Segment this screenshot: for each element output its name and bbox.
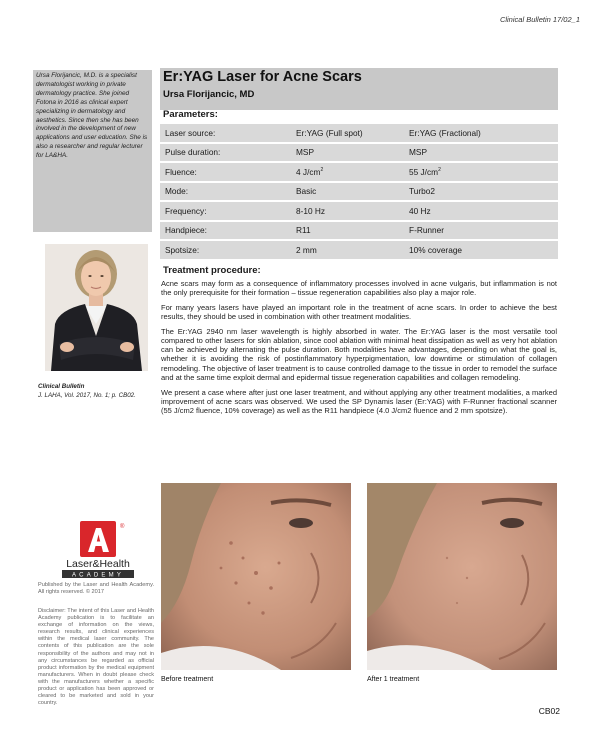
before-treatment-photo [161,483,351,670]
procedure-heading: Treatment procedure: [163,265,261,276]
param-label: Frequency: [160,202,291,220]
param-value: Er:YAG (Full spot) [291,124,404,142]
superscript: 2 [438,166,441,173]
citation [38,382,160,400]
fluence-value: 4 J/cm [296,166,321,177]
param-label: Laser source: [160,124,291,142]
article-body [161,279,557,421]
laser-health-academy-logo [58,520,138,580]
table-row [160,183,558,201]
author-bio: Ursa Florijancic, M.D. is a specialist dermatologist working in private dermatology practice. She joined Fotona in 2016 as clinical expert specializing in dermatology and aesthetics. Since then she has been involved in the development of new applications and user education. She is also a researcher and regular lecturer for LA&HA. [33,70,152,232]
citation-title: Clinical Bulletin [38,383,85,390]
parameters-heading: Parameters: [163,109,218,120]
param-value [404,163,558,181]
paragraph: For many years lasers have played an important role in the treatment of acne scars. In order to achieve the best results, they should be used in combination with other treatment modalities. [161,302,557,322]
table-row [160,163,558,181]
param-label: Mode: [160,183,291,201]
table-row [160,241,558,259]
article-author: Ursa Florijancic, MD [163,89,255,100]
citation-reference: J. LAHA, Vol. 2017, No. 1; p. CB02. [38,392,136,399]
logo-name: Laser&Health [66,558,130,570]
after-caption: After 1 treatment [367,676,420,683]
table-row [160,124,558,142]
param-value: 10% coverage [404,241,558,259]
paragraph: The Er:YAG 2940 nm laser wavelength is highly absorbed in water. The Er:YAG laser is the most versatile tool compared to other lasers for skin ablation, since cool ablation with minimal heat dissipation as well as very hot ablation can be achieved by alternating the pulse duration. Both modalities have advantages, depending on what the goal is, whether it is avoiding the risk of postinflammatory hyperpigmentation, low downtime or stimulation of collagen remodeling. The objective of laser treatment is to cause controlled damage to the tissue in order to remodel the surface and at the same time exploit dermal and epidermal tissue regeneration capabilities and collagen remodeling. [161,326,557,383]
paragraph: Acne scars may form as a consequence of inflammatory processes involved in acne vulgaris, but inflammation is not the only prerequisite for their formation – tissue regeneration capabilities also play a major role. [161,279,557,298]
param-value: R11 [291,222,404,240]
table-row [160,202,558,220]
paragraph: We present a case where after just one laser treatment, and without applying any other treatment modalities, a marked improvement of acne scars was observed. We used the SP Dynamis laser (Er:YAG) with F-Runner fractional scanner (55 J/cm2 fluence, 10% coverage) as well as the R11 handpiece (4.0 J/cm2 fluence and 2 mm spotsize). [161,387,557,416]
param-value: 2 mm [291,241,404,259]
after-treatment-photo [367,483,557,670]
param-value [291,163,404,181]
param-label: Spotsize: [160,241,291,259]
author-portrait [45,244,148,371]
param-value: Er:YAG (Fractional) [404,124,558,142]
param-value: Basic [291,183,404,201]
param-value: MSP [404,144,558,162]
fluence-value: 55 J/cm [409,166,439,177]
published-note: Published by the Laser and Health Academy. All rights reserved. © 2017 [38,582,154,596]
before-caption: Before treatment [161,676,214,683]
param-label: Handpiece: [160,222,291,240]
param-value: 40 Hz [404,202,558,220]
param-value: 8-10 Hz [291,202,404,220]
parameters-table [160,122,558,261]
article-title: Er:YAG Laser for Acne Scars [163,69,362,85]
param-value: MSP [291,144,404,162]
table-row [160,144,558,162]
registered-mark: ® [120,524,125,530]
param-label: Fluence: [160,163,291,181]
logo-academy: ACADEMY [71,572,125,579]
page-number: CB02 [538,706,560,716]
param-value: Turbo2 [404,183,558,201]
disclaimer: Disclaimer: The intent of this Laser and Health Academy publication is to facilitate an exchange of information on the views, research results, and clinical experiences within the medical laser community. The contents of this publication are the sole responsibility of the authors and may not in any circumstances be regarded as official product information by the medical equipment manufacturers. When in doubt please check with the manufacturers whether a specific product or application has been approved or cleared to be marketed and sold in your country. [38,608,154,707]
param-value: F-Runner [404,222,558,240]
param-label: Pulse duration: [160,144,291,162]
superscript: 2 [320,166,324,173]
bulletin-id: Clinical Bulletin 17/02_1 [499,15,580,24]
table-row [160,222,558,240]
